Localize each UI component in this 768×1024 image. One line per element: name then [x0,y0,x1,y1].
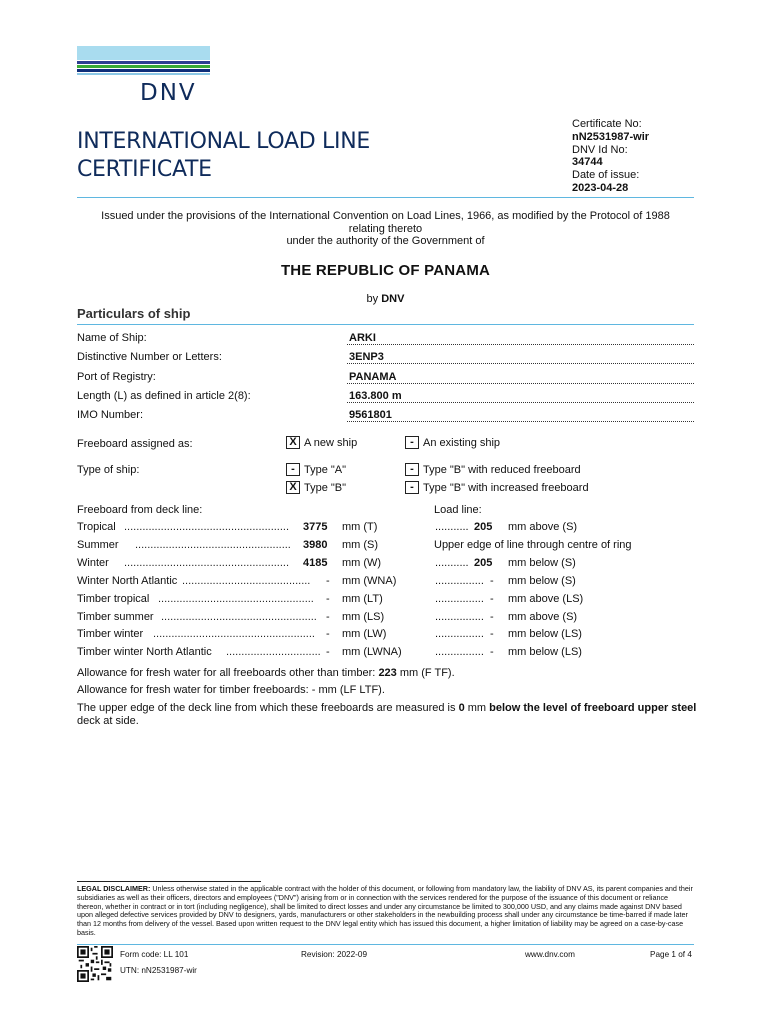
dnv-id-label: DNV Id No: [572,143,628,156]
freeboard-row: Summer ................................................... 3980 mm (S) Upper edge of line through centre of ring [77,539,632,551]
government-name: THE REPUBLIC OF PANAMA [280,262,491,279]
load-line-header: Load line: [434,504,482,516]
type-a-label: Type "A" [304,464,347,476]
issuer-line: by DNV [366,293,405,305]
existing-ship-label: An existing ship [423,437,501,449]
type-b-checkbox: X [286,481,300,494]
new-ship-checkbox: X [286,436,300,449]
particular-row: Name of Ship: ARKI [77,332,694,348]
particular-row: Distinctive Number or Letters: 3ENP3 [77,351,694,367]
website-link[interactable]: www.dnv.com [525,950,575,959]
distinctive-letters: 3ENP3 [347,351,694,364]
new-ship-label: A new ship [304,437,358,449]
type-b-increased-checkbox: - [405,481,419,494]
freeboard-row: Timber winter ..................................................... - mm (LW) ................ - mm below (LS) [77,628,582,640]
date-of-issue: 2023-04-28 [572,181,629,194]
qr-code-icon [77,946,113,982]
logo-band-dark [77,69,210,72]
revision: Revision: 2022-09 [301,950,367,959]
existing-ship-checkbox: - [405,436,419,449]
page-number: Page 1 of 4 [650,950,692,959]
section-title: Particulars of ship [77,306,191,321]
type-b-increased-label: Type "B" with increased freeboard [423,482,589,494]
footer-divider [77,944,694,945]
type-of-ship-label: Type of ship: [77,464,140,476]
particular-row: IMO Number: 9561801 [77,409,694,425]
imo-number: 9561801 [347,409,694,422]
form-code: Form code: LL 101 [120,950,189,959]
utn: UTN: nN2531987-wir [120,966,197,975]
dnv-logo: DNV [140,80,197,106]
freeboard-row: Timber summer ................................................... - mm (LS) ................ - mm above (S) [77,611,578,623]
certificate-info [572,118,649,195]
document-title: INTERNATIONAL LOAD LINE CERTIFICATE [77,129,370,182]
particular-row: Port of Registry: PANAMA [77,371,694,387]
type-a-checkbox: - [286,463,300,476]
fresh-water-allowance: Allowance for fresh water for all freeboards other than timber: 223 mm (F TF). [77,667,455,679]
type-b-reduced-checkbox: - [405,463,419,476]
ship-length: 163.800 m [347,390,694,403]
freeboard-assigned-label: Freeboard assigned as: [77,438,193,450]
freeboard-row: Timber winter North Atlantic ............................... - mm (LWNA) ................ - mm below (LS) [77,646,582,658]
freeboard-row: Winter ...................................................... 4185 mm (W) ........... 205 mm below (S) [77,557,576,569]
issued-statement: Issued under the provisions of the International Convention on Load Lines, 1966, as modified by the Protocol of 1988 relating thereto under the authority of the Government of [101,210,670,248]
legal-disclaimer: LEGAL DISCLAIMER: Unless otherwise stated in the applicable contract with the holder of this document, or following from mandatory law, the liability of DNV AS, its parent companies and their subsidiaries as well as their officers, directors and employees ("DNV") arising from or in connection with the services rendered for the purpose of the issuance of this document or reliance thereon, whether in contract or in tort (including negligence), shall be limited to direct losses and under any circumstance be limited to 300,000 USD, and any claims made against DNV based upon alleged defective services provided by DNV to designers, yards, manufacturers or other stakeholders in the newbuilding process shall under any circumstance be time-barred if made later than 12 months from delivery of the vessel. Based upon written request to the DNV legal entity which has issued this document, a higher limitation of liability may be agreed on a case-by-case basis. [77,884,693,937]
logo-band-light [77,46,210,60]
divider [77,197,694,198]
logo-band-sky [77,73,210,75]
timber-fresh-water-allowance: Allowance for fresh water for timber freeboards: - mm (LF LTF). [77,684,385,696]
footnote-rule [77,881,261,882]
type-b-reduced-label: Type "B" with reduced freeboard [423,464,581,476]
deck-line-header: Freeboard from deck line: [77,504,203,516]
cert-no: nN2531987-wir [572,130,650,143]
freeboard-row: Winter North Atlantic .......................................... - mm (WNA) ................ - mm below (S) [77,575,576,587]
section-divider [77,324,694,325]
freeboard-row: Tropical ...................................................... 3775 mm (T) ........... 205 mm above (S) [77,521,578,533]
ship-name: ARKI [347,332,694,345]
logo-band-navy [77,61,210,64]
type-b-label: Type "B" [304,482,347,494]
cert-no-label: Certificate No: [572,118,642,130]
logo-band-green [77,65,210,68]
freeboard-row: Timber tropical ................................................... - mm (LT) ................ - mm above (LS) [77,593,584,605]
dnv-id: 34744 [572,156,603,169]
particular-row: Length (L) as defined in article 2(8): 163.800 m [77,390,694,406]
port-of-registry: PANAMA [347,371,694,384]
date-label: Date of issue: [572,169,640,182]
deck-line-statement: The upper edge of the deck line from which these freeboards are measured is 0 mm below the level of freeboard upper steel deck at side. [77,702,697,727]
